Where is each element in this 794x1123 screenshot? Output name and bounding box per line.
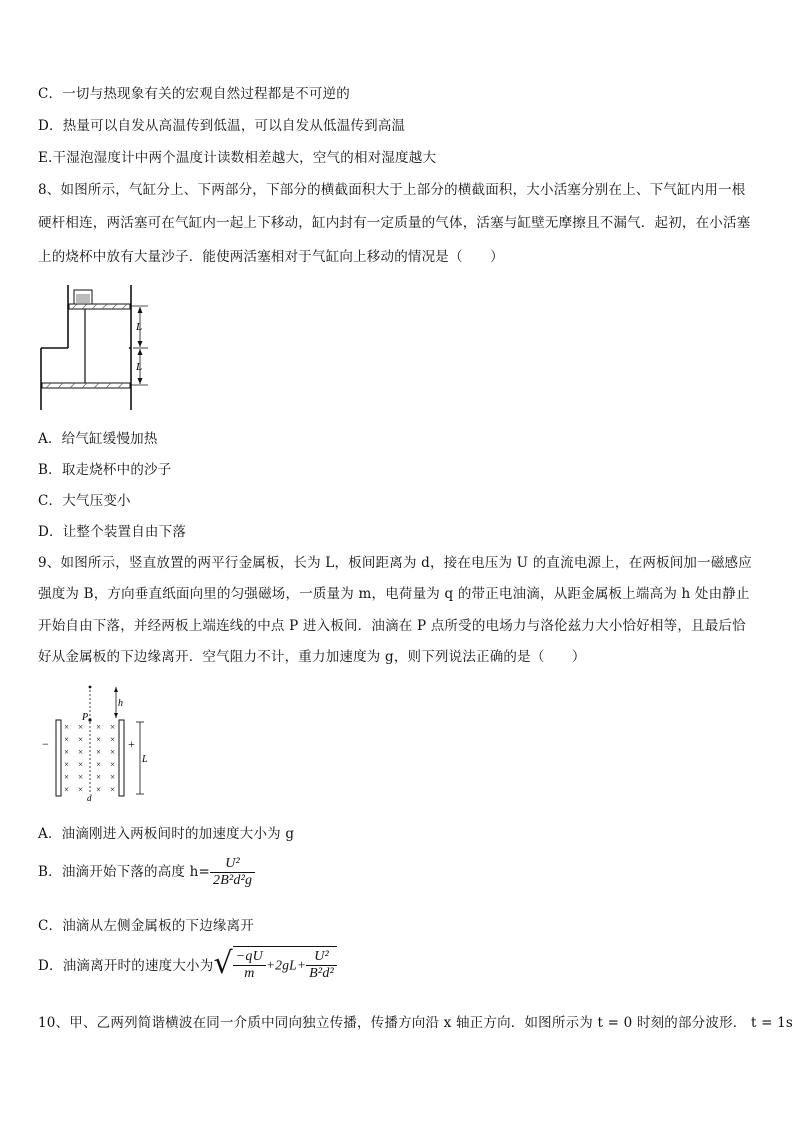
sqrt-sign: √ bbox=[213, 946, 233, 981]
q9-option-d-f2-numerator: U² bbox=[306, 949, 337, 966]
field-cross: × bbox=[110, 772, 116, 782]
field-cross: × bbox=[110, 722, 116, 732]
q9-option-d-middle: +2gL+ bbox=[265, 957, 307, 973]
q9-option-b bbox=[38, 856, 255, 889]
q7-option-e: E.干湿泡湿度计中两个温度计读数相差越大，空气的相对湿度越大 bbox=[38, 150, 437, 166]
q8-option-c: C．大气压变小 bbox=[38, 493, 131, 509]
magnetic-field-crosses bbox=[64, 722, 115, 795]
field-cross: × bbox=[64, 722, 70, 732]
q8-option-b: B．取走烧杯中的沙子 bbox=[38, 462, 172, 478]
field-cross: × bbox=[64, 784, 70, 795]
q10-stem-line1: 10、甲、乙两列简谐横波在同一介质中同向独立传播，传播方向沿 x 轴正方向．如图所示为 t = 0 时刻的部分波形． t = 1s bbox=[38, 1015, 793, 1031]
q9-option-d-fraction1 bbox=[233, 949, 266, 982]
q9-stem-line3: 开始自由下落，并经两板上端连线的中点 P 进入板间．油滴在 P 点所受的电场力与洛伦兹力大小恰好相等，且最后恰 bbox=[38, 618, 746, 634]
q8-label-l-upper: L bbox=[136, 321, 143, 333]
q9-label-h: h bbox=[118, 698, 123, 709]
q8-stem-line1: 8、如图所示，气缸分上、下两部分，下部分的横截面积大于上部分的横截面积，大小活塞分别在上、下气缸内用一根 bbox=[38, 182, 746, 198]
q8-stem-line3: 上的烧杯中放有大量沙子．能使两活塞相对于气缸向上移动的情况是（ ） bbox=[38, 249, 504, 265]
q9-option-a: A．油滴刚进入两板间时的加速度大小为 g bbox=[38, 826, 295, 842]
q9-stem-line2: 强度为 B，方向垂直纸面向里的匀强磁场，一质量为 m，电荷量为 q 的带正电油滴，从距金属板上端高为 h 处由静止 bbox=[38, 586, 750, 602]
q9-option-d-radicand bbox=[233, 946, 337, 982]
field-cross: × bbox=[78, 747, 84, 757]
q9-option-d-text: D．油滴离开时的速度大小为 bbox=[38, 958, 214, 974]
q8-option-d: D．让整个装置自由下落 bbox=[38, 524, 187, 540]
q9-option-d-f1-numerator: −qU bbox=[233, 949, 266, 966]
q9-label-d: d bbox=[87, 793, 92, 802]
q9-stem-line1: 9、如图所示，竖直放置的两平行金属板，长为 L，板间距离为 d，接在电压为 U 的直流电源上，在两板间加一磁感应 bbox=[38, 555, 752, 571]
q9-stem-line4: 好从金属板的下边缘离开．空气阻力不计，重力加速度为 g，则下列说法正确的是（ ） bbox=[38, 649, 586, 665]
q9-plates-figure bbox=[36, 682, 166, 802]
field-cross: × bbox=[96, 759, 102, 770]
q9-label-p: P bbox=[82, 712, 89, 723]
q9-option-b-numerator: U² bbox=[210, 856, 255, 873]
q9-option-c: C．油滴从左侧金属板的下边缘离开 bbox=[38, 918, 255, 934]
q8-stem-line2: 硬杆相连，两活塞可在气缸内一起上下移动，缸内封有一定质量的气体，活塞与缸壁无摩擦且不漏气．起初，在小活塞 bbox=[38, 215, 751, 231]
field-cross: × bbox=[64, 747, 70, 757]
q9-option-b-fraction bbox=[210, 856, 255, 889]
q7-option-d: D．热量可以自发从高温传到低温，可以自发从低温传到高温 bbox=[38, 118, 406, 134]
q9-label-l: L bbox=[142, 754, 148, 765]
q9-label-plus: + bbox=[128, 737, 135, 751]
field-cross: × bbox=[110, 747, 116, 757]
q8-option-a: A．给气缸缓慢加热 bbox=[38, 431, 158, 447]
field-cross: × bbox=[96, 772, 102, 782]
field-cross: × bbox=[78, 772, 84, 782]
field-cross: × bbox=[78, 784, 84, 795]
q9-label-minus: − bbox=[42, 737, 49, 751]
field-cross: × bbox=[96, 784, 102, 795]
field-cross: × bbox=[96, 734, 102, 745]
q9-option-d-f2-denominator: B²d² bbox=[309, 966, 334, 981]
field-cross: × bbox=[96, 722, 102, 732]
q7-option-c: C．一切与热现象有关的宏观自然过程都是不可逆的 bbox=[38, 86, 350, 102]
field-cross: × bbox=[64, 734, 70, 745]
q8-cylinder-figure bbox=[36, 280, 166, 415]
field-cross: × bbox=[78, 759, 84, 770]
q9-option-b-text: B．油滴开始下落的高度 h= bbox=[38, 864, 211, 880]
field-cross: × bbox=[64, 759, 70, 770]
field-cross: × bbox=[78, 722, 84, 732]
field-cross: × bbox=[78, 734, 84, 745]
q8-label-l-lower: L bbox=[136, 361, 143, 373]
q9-option-d-fraction2 bbox=[306, 949, 337, 982]
field-cross: × bbox=[110, 759, 116, 770]
q9-option-d-f1-denominator: m bbox=[244, 966, 255, 981]
field-cross: × bbox=[110, 734, 116, 745]
field-cross: × bbox=[64, 772, 70, 782]
field-cross: × bbox=[110, 784, 116, 795]
field-cross: × bbox=[96, 747, 102, 757]
q9-option-b-denominator: 2B²d²g bbox=[213, 873, 253, 888]
q9-option-d bbox=[38, 946, 337, 982]
